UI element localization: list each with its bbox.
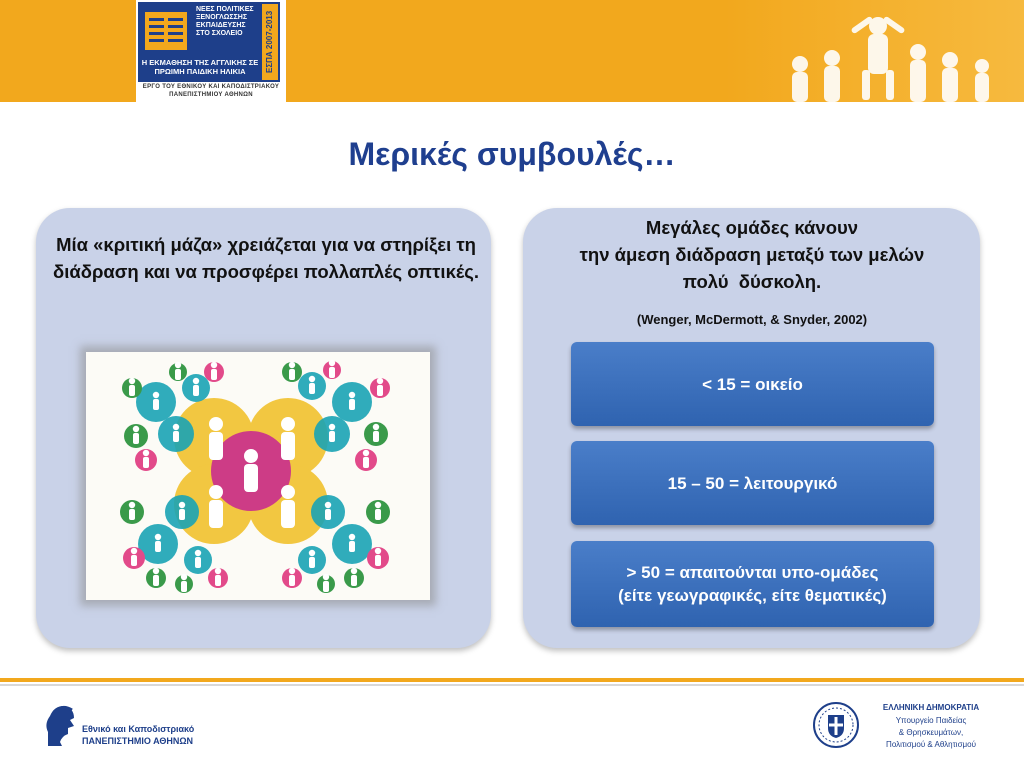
group-size-box-small [571,342,934,426]
logo-university-text [138,84,284,99]
logo-university-line-1: ΕΡΓΟ ΤΟΥ ΕΘΝΙΚΟΥ ΚΑΙ ΚΑΠΟΔΙΣΤΡΙΑΚΟΥ [142,84,280,90]
gov-title: ΕΛΛΗΝΙΚΗ ΔΗΜΟΚΡΑΤΙΑ [882,703,980,712]
group-size-heading [528,214,976,295]
footer-divider [0,678,1024,682]
athena-head-icon [40,702,78,748]
ministry-line-1: Υπουργείο Παιδείας [895,716,967,725]
ministry-line-3: Πολιτισμού & Αθλητισμού [886,740,976,749]
logo-program-text: ΝΕΕΣ ΠΟΛΙΤΙΚΕΣ ΞΕΝΟΓΛΩΣΣΗΣ ΕΚΠΑΙΔΕΥΣΗΣ ΣΤΟ ΣΧΟΛΕΙΟ [196,6,254,37]
people-network-image [86,352,430,600]
people-network-illustration [86,352,430,600]
greek-coat-of-arms-icon [812,700,860,750]
logo-project-title: Η ΕΚΜΑΘΗΣΗ ΤΗΣ ΑΓΓΛΙΚΗΣ ΣΕ ΠΡΩΙΜΗ ΠΑΙΔΙΚΗ ΗΛΙΚΙΑ [141,58,259,76]
box-sublabel: (είτε γεωγραφικές, είτε θεματικές) [618,586,887,605]
jumping-children-silhouette [770,12,1010,102]
box-label: < 15 = οικείο [702,374,803,394]
logo-university-line-2: ΠΑΝΕΠΙΣΤΗΜΙΟΥ ΑΘΗΝΩΝ [169,91,253,98]
heading-line-3: πολύ δύσκολη. [682,271,822,292]
page-title: Μερικές συμβουλές… [348,136,676,172]
box-label: > 50 = απαιτούνται υπο-ομάδες [626,563,879,582]
open-book-icon [143,8,189,54]
citation: (Wenger, McDermott, & Snyder, 2002) [636,312,868,327]
heading-line-2: την άμεση διάδραση μεταξύ των μελών [579,244,925,265]
group-size-box-large [571,541,934,627]
footer-divider-secondary [0,684,1024,686]
ministry-line-2: & Θρησκευμάτων, [898,728,964,737]
university-name-line-2: ΠΑΝΕΠΙΣΤΗΜΙΟ ΑΘΗΝΩΝ [82,736,194,746]
critical-mass-text: Μία «κριτική μάζα» χρειάζεται για να στηρίξει τη διάδραση και να προσφέρει πολλαπλές οπτικές. [53,234,479,282]
logo-espa-text: ΕΣΠΑ 2007-2013 [262,4,278,80]
university-name-line-1: Εθνικό και Καποδιστριακό [82,724,195,734]
box-label: 15 – 50 = λειτουργικό [667,473,838,493]
heading-line-1: Μεγάλες ομάδες κάνουν [645,217,859,238]
group-size-box-medium [571,441,934,525]
